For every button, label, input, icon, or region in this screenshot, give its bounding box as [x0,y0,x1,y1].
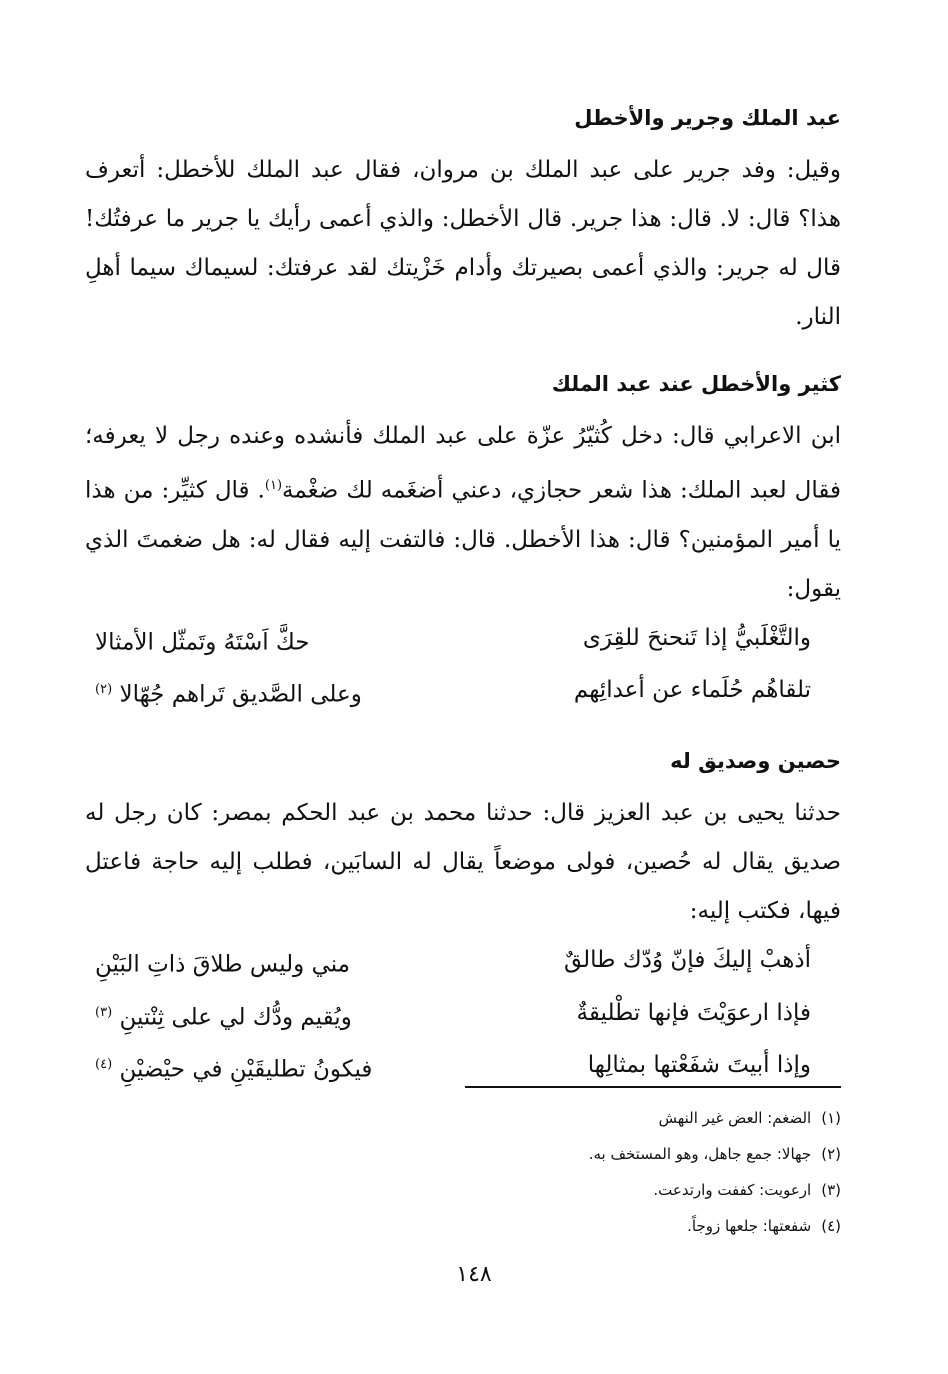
poem-verse [85,666,841,719]
poem-verse [85,614,841,667]
section-kuthayyir-akhtal [85,364,841,719]
paragraph-text: . قال كثيِّر: من هذا يا أمير المؤمنين؟ قال: هذا الأخطل. قال: فالتفت إليه فقال له: هل ضغمتَ الذي يقول: [85,477,841,602]
footnote-text: جهالا: جمع جاهل، وهو المستخف به. [588,1145,812,1163]
footnote-number: (٤) [821,1217,841,1235]
footnote-reference: (٤) [95,1057,113,1073]
verse-first-hemistich: تلقاهُم حُلَماء عن أعدائِهم [573,677,811,704]
hemistich-text: مني وليس طلاقَ ذاتِ البَيْنِ [95,951,350,978]
footnote-text: شفعتها: جلعها زوجاً. [687,1217,812,1235]
footnote-text: ارعويت: كففت وارتدعت. [653,1181,812,1199]
footnote-number: (٣) [821,1181,841,1199]
footnote-item [341,1100,841,1136]
verse-first-hemistich: فإذا ارعوَيْتَ فإنها تطْليقةٌ [576,999,811,1026]
hemistich-text: وعلى الصَّديق تَراهم جُهّالا [119,681,362,708]
section-paragraph: حدثنا يحيى بن عبد العزيز قال: حدثنا محمد بن عبد الحكم بمصر: كان رجل له صديق يقال له حُصين، فولى موضعاً يقال له السابَين، فطلب إليه حاجة فاعتل فيها، فكتب إليه: [85,799,841,924]
verse-first-hemistich: والتَّغْلَبيُّ إذا تَنحنحَ للقِرَى [582,624,811,651]
paragraph-text: ابن الاعرابي قال: دخل كُثيّرُ عزّة على عبد الملك فأنشده وعنده رجل لا يعرفه؛ فقال لعبد الملك: هذا شعر حجازي، دعني أضغَمه لك ضغْمة [85,423,841,504]
section-paragraph [85,412,841,614]
footnote-item [341,1136,841,1172]
footnote-reference: (١) [264,478,283,493]
poem-verse [85,936,841,989]
hemistich-text: فيكونُ تطليقَيْنِ في حيْضيْنِ [119,1056,373,1083]
verse-second-hemistich [95,614,425,667]
section-heading: حصين وصديق له [670,748,841,773]
verse-second-hemistich [95,666,425,719]
footnote-item [341,1172,841,1208]
hemistich-text: ويُقيم ودُّك لي على ثِنْتينِ [119,1004,352,1031]
page-body [85,98,841,1116]
section-heading: كثير والأخطل عند عبد الملك [551,372,841,396]
verse-first-hemistich: أذهبْ إليكَ فإنّ وُدّك طالقٌ [563,946,811,973]
footnote-reference: (٣) [95,1004,113,1020]
page-number: ١٤٨ [456,1262,492,1287]
footnote-number: (١) [821,1109,841,1127]
footnote-item [341,1208,841,1244]
poem-verse [85,989,841,1042]
verse-second-hemistich [95,989,425,1042]
verse-first-hemistich: وإذا أبيتَ شفَعْتها بمثالِها [587,1052,811,1079]
section-heading: عبد الملك وجرير والأخطل [574,106,841,130]
footnote-divider [465,1086,841,1088]
section-abdulmalik-jarir [85,98,841,342]
section-paragraph: وقيل: وفد جرير على عبد الملك بن مروان، فقال عبد الملك للأخطل: أتعرف هذا؟ قال: لا. قال: هذا جرير. قال الأخطل: والذي أعمى رأيك يا جرير ما عرفتُك! قال له جرير: والذي أعمى بصيرتك وأدام خَزْيتك لقد عرفتك: لسيماك سيما أهلِ النار. [85,157,841,330]
section-husayn-friend [85,741,841,1094]
footnote-text: الضغم: العض غير النهش [658,1109,812,1127]
verse-second-hemistich [95,936,425,989]
footnote-reference: (٢) [95,682,113,698]
verse-second-hemistich [95,1041,425,1094]
footnote-number: (٢) [821,1145,841,1163]
footnotes [341,1100,841,1244]
hemistich-text: حكَّ اَسْتَهُ وتَمثّل الأمثالا [95,629,310,656]
